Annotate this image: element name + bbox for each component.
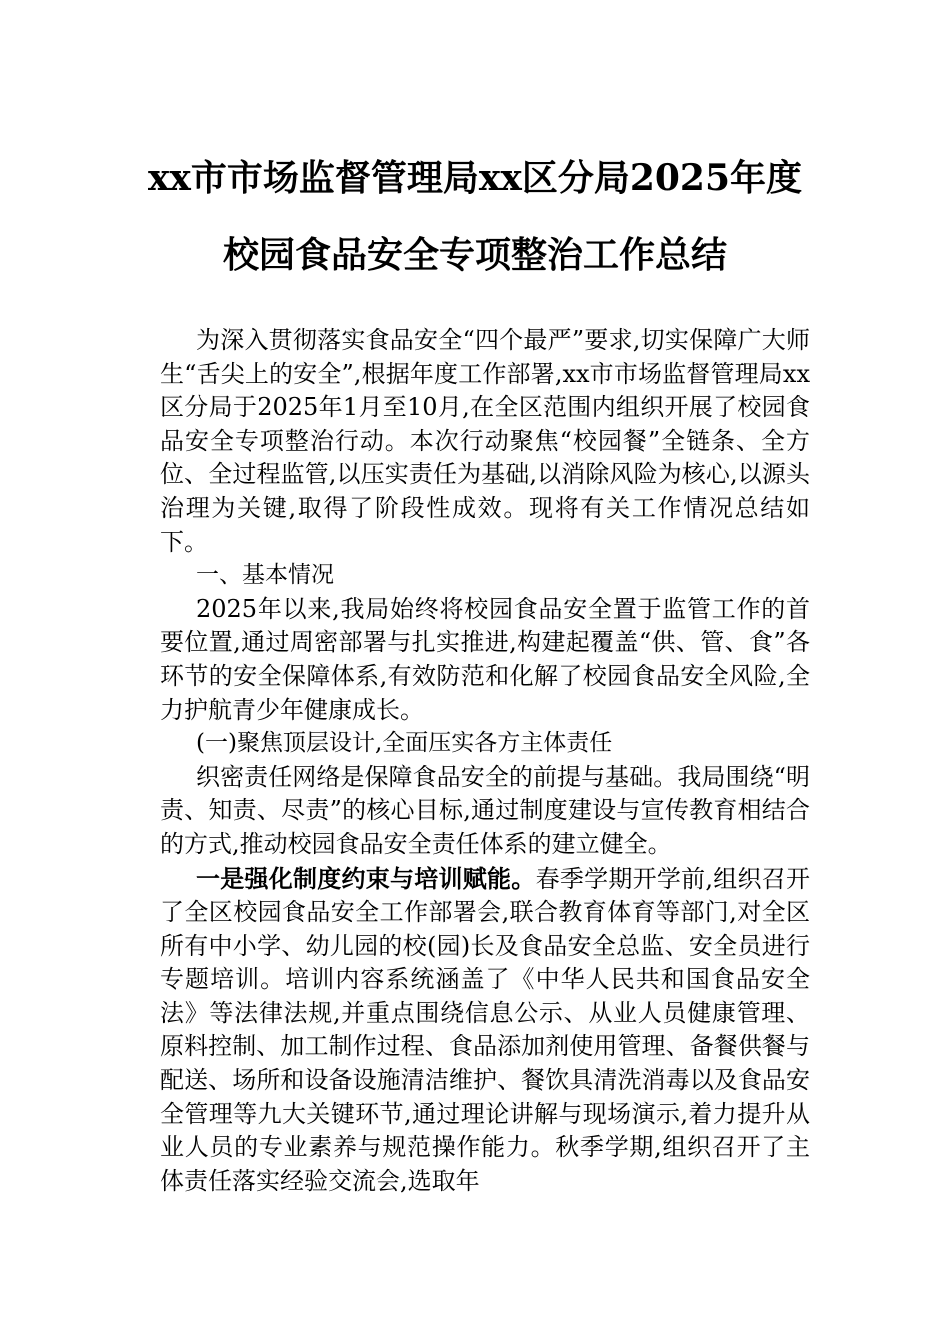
section-heading-basic-situation: 一、基本情况 (196, 562, 334, 589)
subsection1-paragraph: 织密责任网络是保障食品安全的前提与基础。我局围绕“明责、知责、尽责”的核心目标,通过制度建设与宣传教育相结合的方式,推动校园食品安全责任体系的建立健全。 (160, 762, 810, 858)
document-title (0, 157, 950, 314)
document-body (160, 324, 810, 1198)
item1-text: 春季学期开学前,组织召开了全区校园食品安全工作部署会,联合教育体育等部门,对全区所有中小学、幼儿园的校(园)长及食品安全总监、安全员进行专题培训。培训内容系统涵盖了《中华人民共和国食品安全法》等法律法规,并重点围绕信息公示、从业人员健康管理、原料控制、加工制作过程、食品添加剂使用管理、备餐供餐与配送、场所和设备设施清洁维护、餐饮具清洗消毒以及食品安全管理等九大关键环节,通过理论讲解与现场演示,着力提升从业人员的专业素养与规范操作能力。秋季学期,组织召开了主体责任落实经验交流会,选取年 (160, 864, 810, 1195)
title-line-1: xx市市场监督管理局xx区分局2025年度 (147, 157, 803, 199)
item1-lead: 一是强化制度约束与培训赋能。 (196, 863, 536, 893)
subsection-heading-1: (一)聚焦顶层设计,全面压实各方主体责任 (196, 730, 613, 757)
item1-paragraph (160, 862, 810, 1199)
title-line-2: 校园食品安全专项整治工作总结 (222, 234, 727, 276)
intro-paragraph: 为深入贯彻落实食品安全“四个最严”要求,切实保障广大师生“舌尖上的安全”,根据年度工作部署,xx市市场监督管理局xx区分局于2025年1月至10月,在全区范围内组织开展了校园食品安全专项整治行动。本次行动聚焦“校园餐”全链条、全方位、全过程监管,以压实责任为基础,以消除风险为核心,以源头治理为关键,取得了阶段性成效。现将有关工作情况总结如下。 (160, 326, 810, 556)
section1-paragraph: 2025年以来,我局始终将校园食品安全置于监管工作的首要位置,通过周密部署与扎实推进,构建起覆盖“供、管、食”各环节的安全保障体系,有效防范和化解了校园食品安全风险,全力护航青少年健康成长。 (160, 594, 810, 724)
